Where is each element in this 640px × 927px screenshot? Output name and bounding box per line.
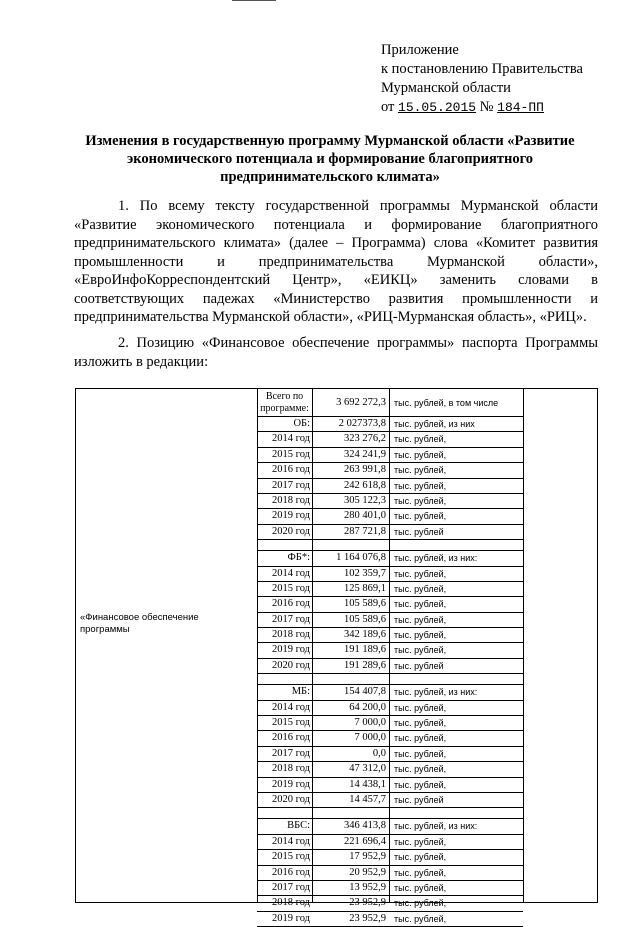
cell-name: ФБ*: <box>287 552 310 564</box>
paragraph-2 <box>74 334 598 371</box>
table-row <box>257 509 523 524</box>
finance-table <box>75 388 598 924</box>
cell-value: 125 869,1 <box>344 582 386 594</box>
cell-year: 2018 год <box>272 763 310 775</box>
cell-year: 2015 год <box>272 851 310 863</box>
table-row <box>257 747 523 762</box>
cell-value: 346 413,8 <box>344 820 386 832</box>
table-row <box>257 731 523 746</box>
table-row <box>257 659 523 674</box>
cell-value: 323 276,2 <box>344 433 386 445</box>
table-row <box>257 448 523 463</box>
table-row <box>257 835 523 850</box>
table-row <box>257 628 523 643</box>
cell-year: 2014 год <box>272 433 310 445</box>
cell-year: 2015 год <box>272 448 310 460</box>
cell-year: 2016 год <box>272 732 310 744</box>
table-row <box>257 850 523 865</box>
cell-value: 342 189,6 <box>344 629 386 641</box>
cell-year: 2019 год <box>272 778 310 790</box>
table-row <box>257 582 523 597</box>
cell-year: 2014 год <box>272 835 310 847</box>
cell-value: 191 289,6 <box>344 659 386 671</box>
cell-name: Всего по программе: <box>260 391 309 414</box>
cell-year: 2019 год <box>272 912 310 924</box>
table-row <box>257 716 523 731</box>
cell-unit: тыс. рублей, <box>394 764 447 775</box>
cell-year: 2017 год <box>272 479 310 491</box>
appendix-header <box>381 41 611 117</box>
table-row-total <box>257 389 523 417</box>
cell-year: 2020 год <box>272 793 310 805</box>
cell-unit: тыс. рублей, <box>394 702 447 713</box>
table-divider <box>523 389 524 902</box>
appendix-date-line <box>381 98 611 117</box>
cell-unit: тыс. рублей, в том числе <box>394 398 499 408</box>
table-row <box>257 866 523 881</box>
cell-year: 2018 год <box>272 494 310 506</box>
cell-unit: тыс. рублей, <box>394 465 447 476</box>
cell-value: 23 952,9 <box>349 912 386 924</box>
cell-unit: тыс. рублей, <box>394 882 447 893</box>
cell-unit: тыс. рублей, <box>394 718 447 729</box>
cell-value: 105 589,6 <box>344 598 386 610</box>
cell-value: 191 189,6 <box>344 644 386 656</box>
table-row <box>257 896 523 911</box>
cell-unit: тыс. рублей <box>394 794 444 805</box>
cell-year: 2017 год <box>272 613 310 625</box>
table-row <box>257 793 523 808</box>
cell-unit: тыс. рублей, <box>394 867 447 878</box>
cell-value: 154 407,8 <box>344 686 386 698</box>
table-spacer-row <box>257 674 523 685</box>
appendix-line3: Мурманской области <box>381 80 511 96</box>
cell-name: ВБС: <box>287 820 310 832</box>
cell-value: 287 721,8 <box>344 525 386 537</box>
cell-unit: тыс. рублей, <box>394 733 447 744</box>
cell-unit: тыс. рублей, <box>394 898 447 909</box>
cell-unit: тыс. рублей, <box>394 434 447 445</box>
cell-unit: тыс. рублей, из них: <box>394 821 478 832</box>
table-rows <box>257 389 523 927</box>
table-row-vbs <box>257 819 523 834</box>
cell-value: 280 401,0 <box>344 510 386 522</box>
number-prefix: № <box>479 99 494 115</box>
cell-year: 2019 год <box>272 510 310 522</box>
table-row <box>257 525 523 540</box>
appendix-line2: к постановлению Правительства <box>381 61 583 77</box>
cell-value: 324 241,9 <box>344 448 386 460</box>
cell-value: 7 000,0 <box>354 732 386 744</box>
cell-year: 2020 год <box>272 659 310 671</box>
cell-value: 0,0 <box>372 747 386 759</box>
cell-value: 7 000,0 <box>354 717 386 729</box>
paragraph-1 <box>74 197 598 327</box>
cell-value: 1 164 076,8 <box>336 552 386 564</box>
document-title: Изменения в государственную программу Мурманской области «Развитие экономического потенциала и формирование благоприятного предпринимательского климата» <box>85 133 575 185</box>
cell-year: 2015 год <box>272 717 310 729</box>
cell-value: 102 359,7 <box>344 567 386 579</box>
table-row <box>257 479 523 494</box>
cell-unit: тыс. рублей, <box>394 568 447 579</box>
table-row <box>257 701 523 716</box>
decree-number: 184-ПП <box>497 100 544 115</box>
paragraph-2-text: 2. Позицию «Финансовое обеспечение программы» паспорта Программы изложить в редакции: <box>74 335 598 370</box>
cell-unit: тыс. рублей, <box>394 449 447 460</box>
cell-unit: тыс. рублей, <box>394 630 447 641</box>
cell-unit: тыс. рублей, <box>394 614 447 625</box>
cell-name: МБ: <box>291 686 310 698</box>
cell-value: 2 027373,8 <box>338 418 386 429</box>
table-row <box>257 567 523 582</box>
cell-unit: тыс. рублей <box>394 660 444 671</box>
cell-value: 64 200,0 <box>349 701 386 713</box>
table-label: «Финансовое обеспечение программы <box>80 612 199 635</box>
cell-value: 14 438,1 <box>349 778 386 790</box>
cell-value: 221 696,4 <box>344 835 386 847</box>
cell-year: 2016 год <box>272 598 310 610</box>
cell-unit: тыс. рублей, <box>394 599 447 610</box>
cell-value: 263 991,8 <box>344 464 386 476</box>
cell-unit: тыс. рублей, <box>394 511 447 522</box>
table-row-ob <box>257 417 523 432</box>
table-row <box>257 613 523 628</box>
cell-year: 2014 год <box>272 567 310 579</box>
date-prefix: от <box>381 99 395 115</box>
decree-date: 15.05.2015 <box>398 100 477 115</box>
table-spacer-row <box>257 808 523 819</box>
cell-unit: тыс. рублей, из них: <box>394 553 478 564</box>
cell-value: 105 589,6 <box>344 613 386 625</box>
cell-unit: тыс. рублей, <box>394 836 447 847</box>
table-row <box>257 432 523 447</box>
cell-year: 2015 год <box>272 582 310 594</box>
cell-value: 23 952,9 <box>349 897 386 909</box>
cell-unit: тыс. рублей, <box>394 913 447 924</box>
cell-value: 17 952,9 <box>349 851 386 863</box>
cell-unit: тыс. рублей, <box>394 583 447 594</box>
table-row <box>257 597 523 612</box>
cell-value: 13 952,9 <box>349 881 386 893</box>
table-row <box>257 762 523 777</box>
cell-value: 242 618,8 <box>344 479 386 491</box>
table-row-mb <box>257 685 523 700</box>
table-spacer-row <box>257 540 523 551</box>
cell-value: 305 122,3 <box>344 494 386 506</box>
cell-year: 2016 год <box>272 866 310 878</box>
cell-unit: тыс. рублей, <box>394 748 447 759</box>
table-row-fb <box>257 551 523 566</box>
table-row <box>257 643 523 658</box>
cell-year: 2020 год <box>272 525 310 537</box>
table-row <box>257 912 523 927</box>
cell-year: 2017 год <box>272 881 310 893</box>
cell-unit: тыс. рублей, <box>394 645 447 656</box>
cell-value: 3 692 272,3 <box>336 397 386 408</box>
cell-unit: тыс. рублей, <box>394 852 447 863</box>
cell-unit: тыс. рублей, <box>394 480 447 491</box>
cell-year: 2019 год <box>272 644 310 656</box>
cell-name: ОБ: <box>293 418 310 429</box>
cell-value: 20 952,9 <box>349 866 386 878</box>
cell-year: 2017 год <box>272 747 310 759</box>
top-edge-line <box>232 0 276 1</box>
cell-unit: тыс. рублей, <box>394 495 447 506</box>
cell-year: 2014 год <box>272 701 310 713</box>
cell-unit: тыс. рублей, из них: <box>394 687 478 698</box>
cell-year: 2018 год <box>272 629 310 641</box>
cell-unit: тыс. рублей, из них <box>394 419 475 429</box>
appendix-line1: Приложение <box>381 42 459 58</box>
cell-value: 14 457,7 <box>349 793 386 805</box>
table-row <box>257 778 523 793</box>
paragraph-1-text: 1. По всему тексту государственной программы Мурманской области «Развитие экономического потенциала и формирование благоприятного предпринимательского климата» (далее – Программа) слова «Комитет развития промышленности и предпринимательства Мурманской области», «ЕвроИнфоКорреспондентский Центр», «ЕИКЦ» заменить словами в соответствующих падежах «Министерство развития промышленности и предпринимательства Мурманской области», «РИЦ-Мурманская область», «РИЦ». <box>74 198 598 325</box>
table-row <box>257 463 523 478</box>
table-row <box>257 881 523 896</box>
cell-unit: тыс. рублей, <box>394 779 447 790</box>
cell-year: 2018 год <box>272 897 310 909</box>
cell-value: 47 312,0 <box>349 763 386 775</box>
cell-year: 2016 год <box>272 464 310 476</box>
table-row <box>257 494 523 509</box>
cell-unit: тыс. рублей <box>394 526 444 537</box>
